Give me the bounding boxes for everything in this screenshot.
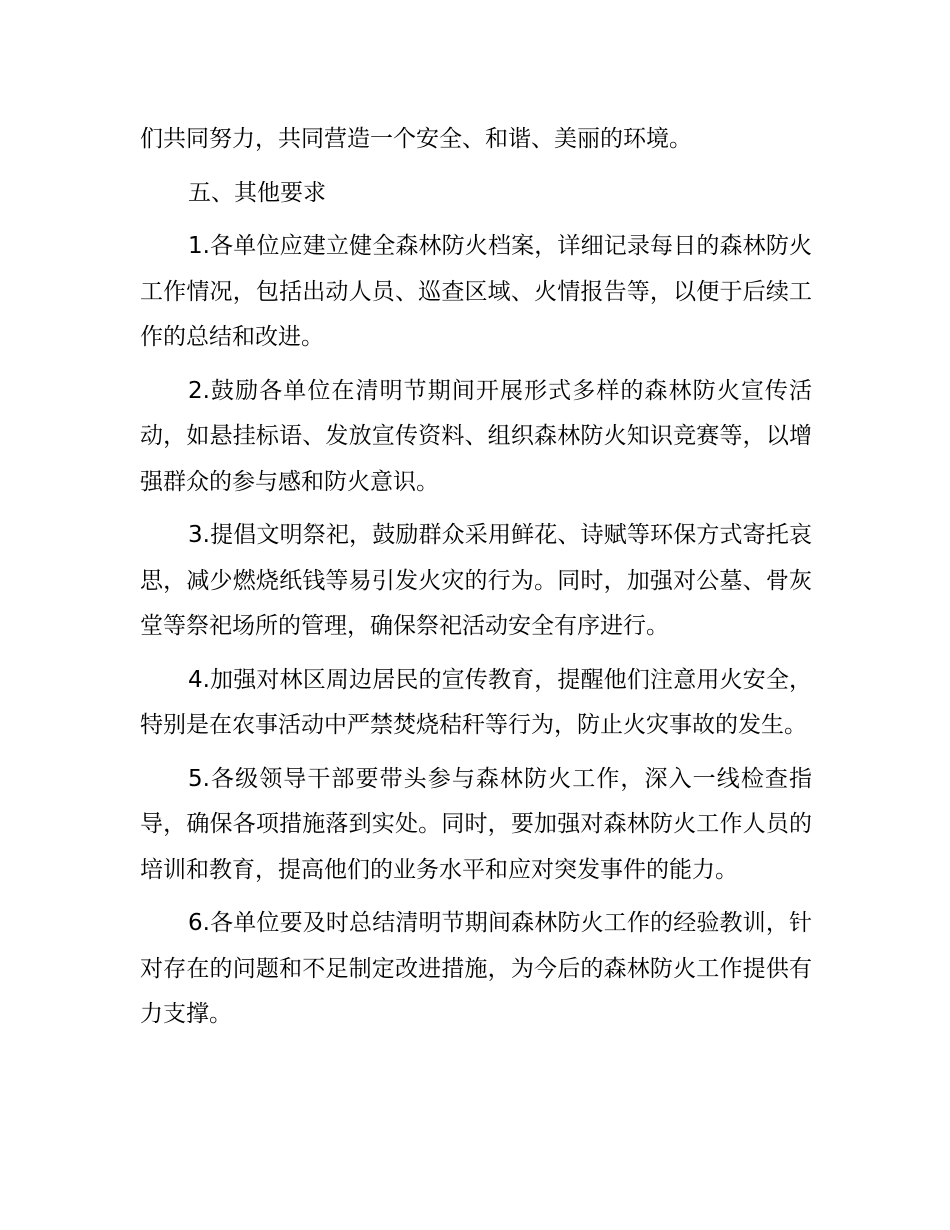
paragraph-continuation: 们共同努力，共同营造一个安全、和谐、美丽的环境。 xyxy=(140,126,692,152)
paragraph-item-1: 1.各单位应建立健全森林防火档案，详细记录每日的森林防火工作情况，包括出动人员、巡查区域、火情报告等，以便于后续工作的总结和改进。 xyxy=(140,233,812,350)
paragraph-item-2: 2.鼓励各单位在清明节期间开展形式多样的森林防火宣传活动，如悬挂标语、发放宣传资料、组织森林防火知识竞赛等，以增强群众的参与感和防火意识。 xyxy=(140,377,812,495)
paragraph-item-3: 3.提倡文明祭祀，鼓励群众采用鲜花、诗赋等环保方式寄托哀思，减少燃烧纸钱等易引发火灾的行为。同时，加强对公墓、骨灰堂等祭祀场所的管理，确保祭祀活动安全有序进行。 xyxy=(140,522,812,639)
document-body xyxy=(140,117,812,1038)
paragraph-item-4: 4.加强对林区周边居民的宣传教育，提醒他们注意用火安全，特别是在农事活动中严禁焚烧秸秆等行为，防止火灾事故的发生。 xyxy=(140,666,812,738)
paragraph-item-6: 6.各单位要及时总结清明节期间森林防火工作的经验教训，针对存在的问题和不足制定改进措施，为今后的森林防火工作提供有力支撑。 xyxy=(140,910,812,1027)
paragraph-item-5: 5.各级领导干部要带头参与森林防火工作，深入一线检查指导，确保各项措施落到实处。同时，要加强对森林防火工作人员的培训和教育，提高他们的业务水平和应对突发事件的能力。 xyxy=(140,765,812,883)
section-heading: 五、其他要求 xyxy=(188,179,326,206)
